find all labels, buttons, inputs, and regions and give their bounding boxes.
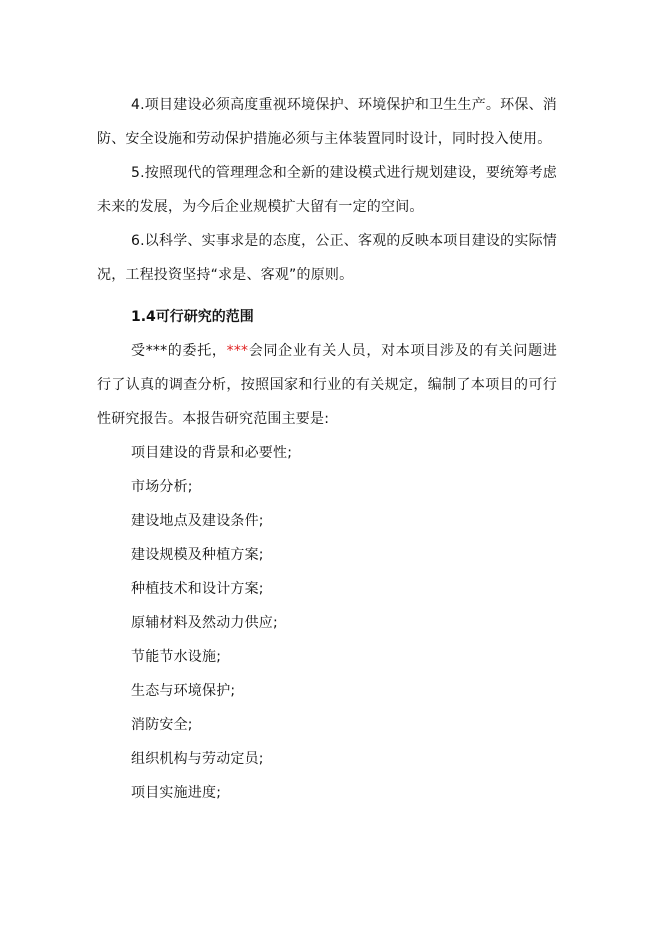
- list-item: 项目建设的背景和必要性;: [131, 445, 293, 461]
- list-item: 节能节水设施;: [131, 649, 222, 665]
- list-item: 市场分析;: [131, 479, 193, 495]
- scope-list: [97, 436, 557, 810]
- list-item: 项目实施进度;: [131, 785, 222, 801]
- paragraph-5: 5.按照现代的管理理念和全新的建设模式进行规划建设，要统筹考虑未来的发展，为今后企业规模扩大留有一定的空间。: [97, 165, 557, 215]
- list-item: 建设地点及建设条件;: [131, 513, 264, 529]
- section-intro: [97, 334, 557, 436]
- list-item: 建设规模及种植方案;: [131, 547, 264, 563]
- section-heading: 1.4可行研究的范围: [131, 309, 254, 325]
- document-body: [97, 88, 557, 810]
- list-item: 消防安全;: [131, 717, 193, 733]
- intro-highlight: ***: [226, 343, 249, 359]
- list-item: 原辅材料及然动力供应;: [131, 615, 278, 631]
- intro-text-start: 受***的委托，: [131, 343, 227, 359]
- list-item: 生态与环境保护;: [131, 683, 236, 699]
- paragraph-6: 6.以科学、实事求是的态度，公正、客观的反映本项目建设的实际情况，工程投资坚持“求是、客观”的原则。: [97, 233, 557, 283]
- intro-text-rest: 会同企业有关人员，对本项目涉及的有关问题进行了认真的调查分析，按照国家和行业的有关规定，编制了本项目的可行性研究报告。本报告研究范围主要是:: [97, 343, 557, 427]
- paragraph-4: 4.项目建设必须高度重视环境保护、环境保护和卫生生产。环保、消防、安全设施和劳动保护措施必须与主体装置同时设计，同时投入使用。: [97, 97, 557, 147]
- list-item: 种植技术和设计方案;: [131, 581, 264, 597]
- list-item: 组织机构与劳动定员;: [131, 751, 264, 767]
